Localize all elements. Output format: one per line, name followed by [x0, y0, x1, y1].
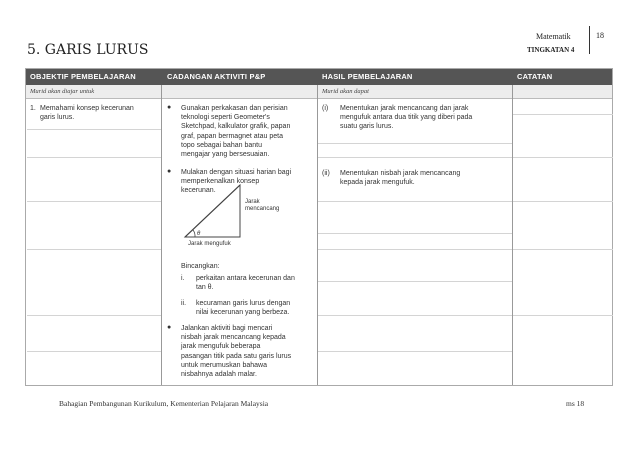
row-line	[318, 315, 512, 316]
row-line	[318, 249, 512, 250]
row-line	[27, 249, 161, 250]
header-divider	[589, 26, 590, 54]
header-activities: CADANGAN AKTIVITI P&P	[167, 72, 266, 81]
activity-item-tools: Gunakan perkakasan dan perisian teknologi seperti Geometer's Sketchpad, kalkulator grafik, papan graf, papan bermagnet atau peta topo sebagai bahan bantu mengajar yang bersesuaian.	[181, 105, 291, 159]
vertical-distance-label: Jarak	[245, 199, 260, 205]
discuss-item-ii: kecuraman garis lurus dengan nilai kecerunan yang berbeza.	[196, 300, 291, 317]
header-page-number: 18	[596, 31, 604, 40]
row-line	[318, 281, 512, 282]
bullet-icon: ●	[167, 168, 172, 175]
horizontal-distance-label: Jarak mengufuk	[188, 241, 231, 247]
activity-item-ratio: Jalankan aktiviti bagi mencari nisbah jarak mencancang kepada jarak mengufuk beberapa pasangan titik pada satu garis lurus untuk merumuskan bahawa nisbahnya adalah malar.	[181, 325, 292, 379]
row-line	[27, 315, 161, 316]
objective-number: 1.	[30, 105, 36, 112]
row-line	[318, 201, 512, 202]
row-line	[27, 157, 161, 158]
row-line	[27, 351, 161, 352]
subheader-taught: Murid akan diajar untuk	[30, 88, 95, 95]
angle-theta-label: θ	[197, 231, 201, 237]
column-divider	[512, 85, 513, 385]
subject-label: Matematik	[536, 32, 571, 41]
header-notes: CATATAN	[517, 72, 553, 81]
row-line	[318, 143, 512, 144]
chapter-title: 5. GARIS LURUS	[27, 42, 149, 58]
footer-text: Bahagian Pembangunan Kurikulum, Kementerian Pelajaran Malaysia	[59, 399, 269, 408]
row-line	[318, 233, 512, 234]
form-label: TINGKATAN 4	[527, 46, 575, 54]
column-divider	[317, 85, 318, 385]
bullet-icon: ●	[167, 104, 172, 111]
row-line	[318, 351, 512, 352]
slope-triangle-diagram	[160, 177, 290, 247]
discuss-marker-i: i.	[181, 275, 185, 282]
discuss-item-i: perkaitan antara kecerunan dan tan θ.	[196, 275, 295, 292]
bullet-icon: ●	[167, 324, 172, 331]
header-outcomes: HASIL PEMBELAJARAN	[322, 72, 413, 81]
syllabus-table	[25, 68, 613, 386]
outcome-marker-i: (i)	[322, 105, 329, 112]
subheader-able: Murid akan dapat	[322, 88, 369, 95]
row-line	[318, 157, 512, 158]
row-line	[513, 201, 613, 202]
row-line	[513, 315, 613, 316]
row-line	[513, 157, 613, 158]
footer-page-number: ms 18	[566, 399, 585, 408]
row-line	[27, 129, 161, 130]
vertical-distance-label-2: mencancang	[245, 206, 280, 212]
table-header-row	[26, 69, 612, 85]
objective-text: Memahami konsep kecerunan garis lurus.	[40, 105, 134, 122]
row-line	[513, 114, 613, 115]
outcome-item-i: Menentukan jarak mencancang dan jarak mengufuk antara dua titik yang diberi pada suatu garis lurus.	[340, 105, 473, 131]
discuss-label: Bincangkan:	[181, 263, 220, 270]
row-line	[27, 201, 161, 202]
row-line	[513, 249, 613, 250]
outcome-item-ii: Menentukan nisbah jarak mencancang kepada jarak mengufuk.	[340, 170, 461, 187]
table-subheader-row	[26, 85, 612, 99]
activity-item-daily: Mulakan dengan situasi harian bagi memperkenalkan konsep kecerunan.	[181, 169, 292, 195]
discuss-marker-ii: ii.	[181, 300, 187, 307]
header-objective: OBJEKTIF PEMBELAJARAN	[30, 72, 136, 81]
outcome-marker-ii: (ii)	[322, 170, 330, 177]
